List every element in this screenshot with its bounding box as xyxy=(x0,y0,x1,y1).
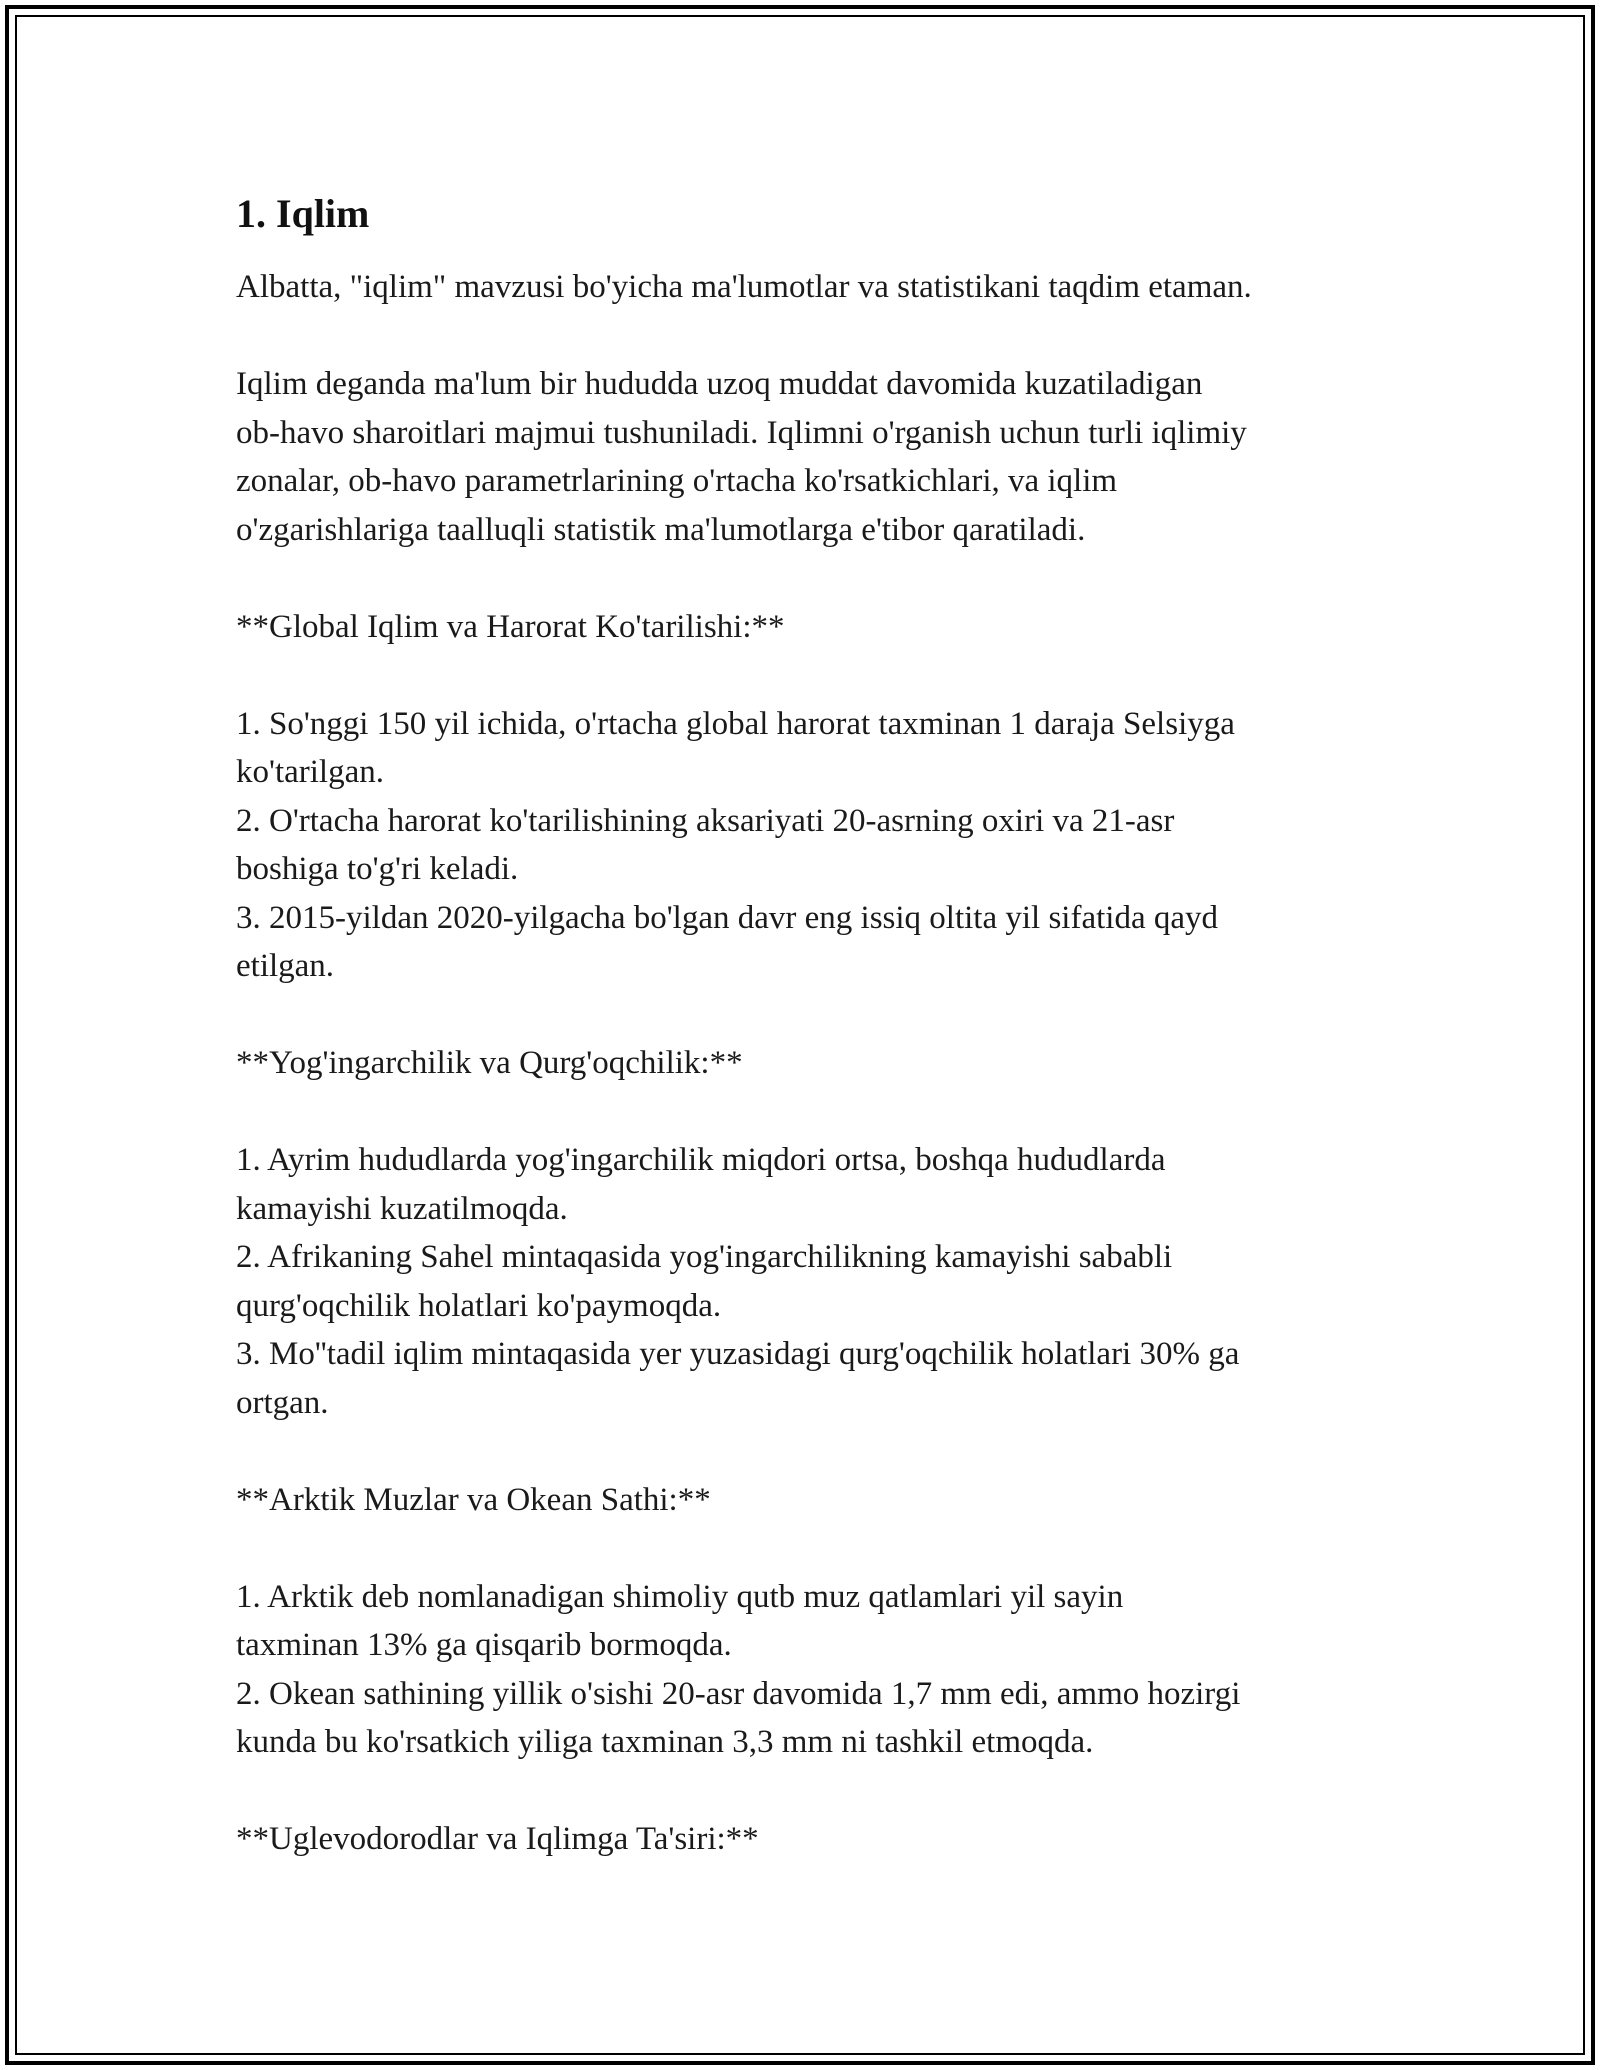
spacer xyxy=(236,1088,1376,1137)
list-line: 3. 2015-yildan 2020-yilgacha bo'lgan davr eng issiq oltita yil sifatida qayd xyxy=(236,899,1218,936)
intro-paragraph: Albatta, "iqlim" mavzusi bo'yicha ma'lumotlar va statistikani taqdim etaman. xyxy=(236,269,1252,305)
list-line: kunda bu ko'rsatkich yiliga taxminan 3,3 mm ni tashkil etmoqda. xyxy=(236,1724,1094,1760)
list-line: taxminan 13% ga qisqarib bormoqda. xyxy=(236,1627,732,1663)
definition-paragraph xyxy=(236,360,1376,554)
list-line: 2. Okean sathining yillik o'sishi 20-asr davomida 1,7 mm edi, ammo hozirgi xyxy=(236,1675,1241,1712)
spacer xyxy=(236,1524,1376,1573)
list-line: 2. O'rtacha harorat ko'tarilishining aksariyati 20-asrning oxiri va 21-asr xyxy=(236,802,1175,839)
list-line: etilgan. xyxy=(236,948,335,984)
list-line: 3. Mo''tadil iqlim mintaqasida yer yuzasidagi qurg'oqchilik holatlari 30% ga xyxy=(236,1336,1240,1372)
list-line: 1. So'nggi 150 yil ichida, o'rtacha global harorat taxminan 1 daraja Selsiyga xyxy=(236,705,1235,742)
list-line: boshiga to'g'ri keladi. xyxy=(236,851,519,887)
list-line: kamayishi kuzatilmoqda. xyxy=(236,1190,568,1227)
section-title-hydrocarbons: **Uglevodorodlar va Iqlimga Ta'siri:** xyxy=(236,1821,759,1857)
list-line: 1. Arktik deb nomlanadigan shimoliy qutb muz qatlamlari yil sayin xyxy=(236,1578,1124,1615)
list-line: ko'tarilgan. xyxy=(236,754,384,790)
section-list-arctic-ocean xyxy=(236,1573,1376,1767)
definition-line: ob-havo sharoitlari majmui tushuniladi. Iqlimni o'rganish uchun turli iqlimiy xyxy=(236,414,1247,451)
definition-line: zonalar, ob-havo parametrlarining o'rtacha ko'rsatkichlari, va iqlim xyxy=(236,463,1118,499)
spacer xyxy=(236,554,1376,603)
spacer xyxy=(236,312,1376,361)
list-line: 1. Ayrim hududlarda yog'ingarchilik miqdori ortsa, boshqa hududlarda xyxy=(236,1142,1166,1178)
spacer xyxy=(236,1767,1376,1816)
list-line: ortgan. xyxy=(236,1384,329,1421)
document-heading: 1. Iqlim xyxy=(236,191,370,236)
section-list-precipitation xyxy=(236,1136,1376,1427)
definition-line: Iqlim deganda ma'lum bir hududda uzoq muddat davomida kuzatiladigan xyxy=(236,366,1203,402)
list-line: 2. Afrikaning Sahel mintaqasida yog'ingarchilikning kamayishi sababli xyxy=(236,1239,1173,1275)
spacer xyxy=(236,991,1376,1040)
section-title-precipitation: **Yog'ingarchilik va Qurg'oqchilik:** xyxy=(236,1045,743,1081)
list-line: qurg'oqchilik holatlari ko'paymoqda. xyxy=(236,1287,722,1324)
section-title-arctic-ocean: **Arktik Muzlar va Okean Sathi:** xyxy=(236,1481,711,1518)
section-list-global-climate xyxy=(236,700,1376,991)
definition-line: o'zgarishlariga taalluqli statistik ma'lumotlarga e'tibor qaratiladi. xyxy=(236,511,1086,548)
section-title-global-climate: **Global Iqlim va Harorat Ko'tarilishi:** xyxy=(236,608,785,645)
spacer xyxy=(236,1427,1376,1476)
spacer xyxy=(236,651,1376,700)
document-body xyxy=(236,185,1376,1864)
